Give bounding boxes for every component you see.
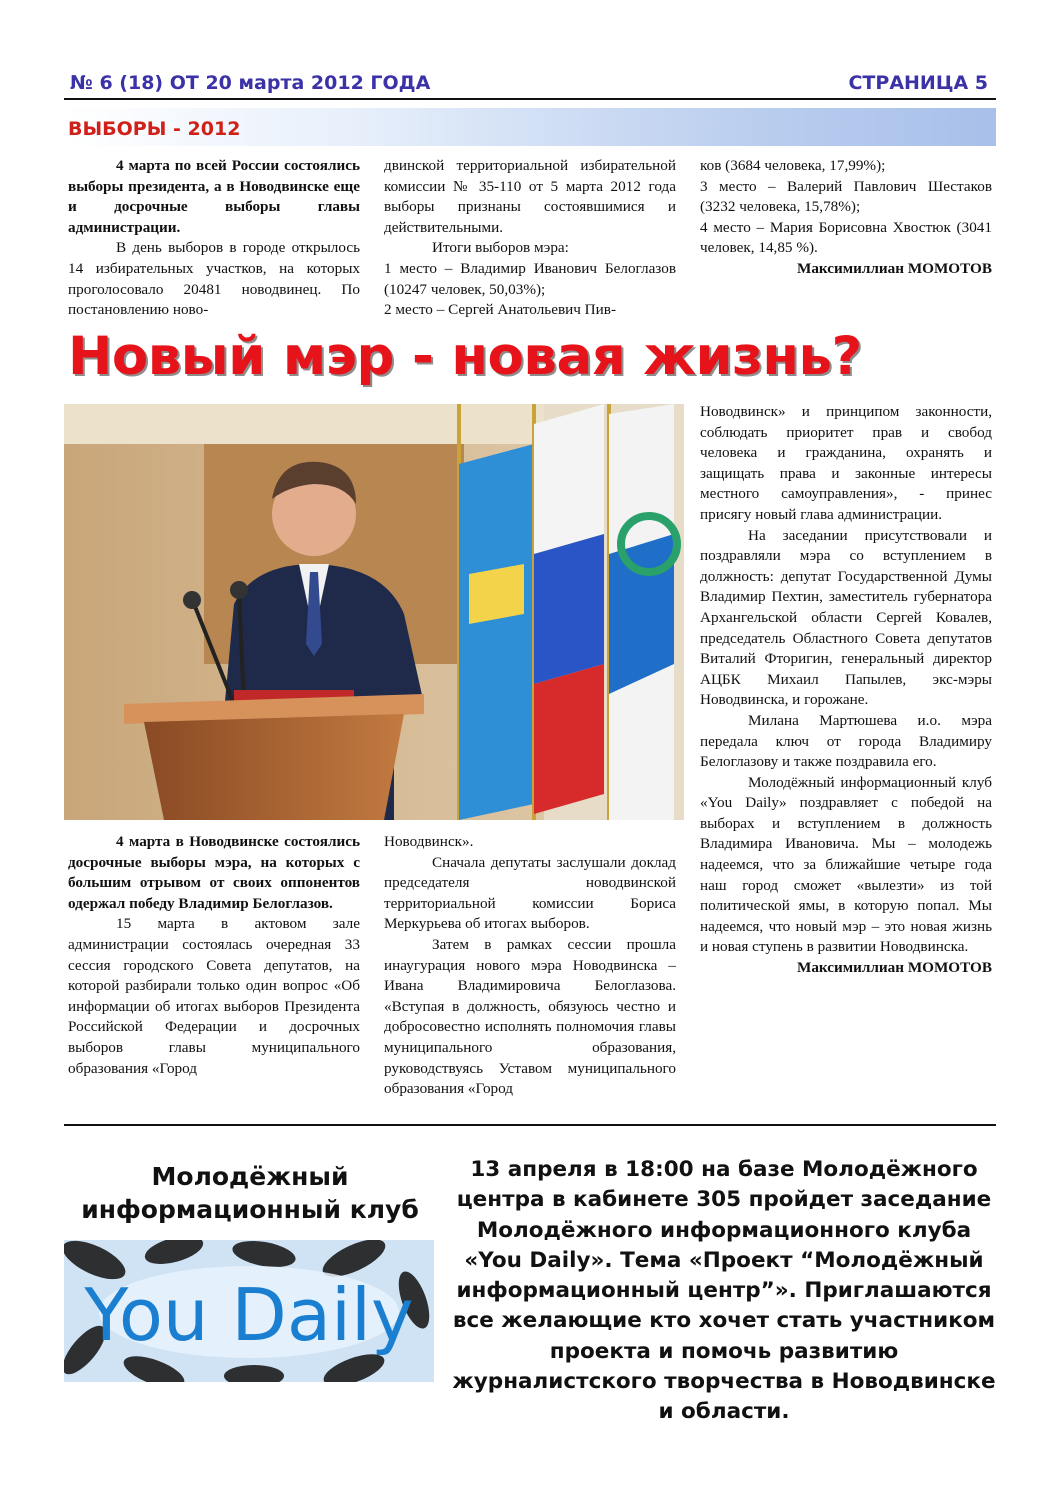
- main-article-paragraph: Милана Мартюшева и.о. мэра передала ключ от города Владимиру Белоглазову и также поздравила его.: [700, 711, 992, 771]
- result-place-4: 4 место – Мария Борисовна Хвостюк (3041 человек, 14,85 %).: [700, 218, 992, 257]
- inauguration-photo: [64, 404, 684, 820]
- you-daily-logo-art: [64, 1240, 434, 1382]
- main-article-paragraph: Сначала депутаты заслушали доклад председателя новодвинской территориальной комиссии Бориса Меркурьева об итогах выборов.: [384, 853, 676, 933]
- main-article-paragraph: 15 марта в актовом зале администрации состоялась очередная 33 сессия городского Совета депутатов, на которой разбирали только один вопрос «Об информации об итогах выборов Президента Российской Федерации и досрочных выборов главы муниципального образования «Город: [68, 915, 360, 1077]
- main-article-paragraph: Молодёжный информационный клуб «You Daily» поздравляет с победой на выборах и вступлением в должность Владимира Ивановича. Мы – молодежь надеемся, что за ближайшие четыре года наш город сможет «вылезти» из той политической ямы, в которую попал. Мы надеемся, что новый мэр – это новая жизнь и новая ступень в развитии Новодвинска.: [700, 773, 992, 956]
- main-article-paragraph: Новодвинск» и принципом законности, соблюдать приоритет прав и свобод человека и гражданина, охранять и защищать права и законные интересы местного самоуправления», - принес присягу новый глава администрации.: [700, 403, 992, 523]
- top-article-paragraph: двинской территориальной избирательной комиссии № 35-110 от 5 марта 2012 года выборы признаны состоявшимися и действительными.: [384, 157, 676, 236]
- main-article-column-2: [384, 832, 676, 1100]
- main-article-paragraph: На заседании присутствовали и поздравляли мэра со вступлением в должность: депутат Государственной Думы Владимир Пехтин, заместитель губернатора Архангельской области Сергей Ковалев, председатель Областного Совета депутатов Виталий Фторигин, генеральный директор АЦБК Михаил Папылев, экс-мэры Новодвинска, и горожане.: [700, 526, 992, 709]
- page-number: СТРАНИЦА 5: [848, 72, 988, 94]
- top-article-column-2: [384, 156, 676, 321]
- header-rule: [64, 98, 996, 100]
- result-place-1: 1 место – Владимир Иванович Белоглазов (10247 человек, 50,03%);: [384, 259, 676, 298]
- results-heading: Итоги выборов мэра:: [432, 239, 569, 257]
- club-announcement: 13 апреля в 18:00 на базе Молодёжного центра в кабинете 305 пройдет заседание Молодёжного информационного клуба «You Daily». Тема «Проект “Молодёжный информационный центр”». Приглашаются все желающие кто хочет стать участником проекта и помочь развитию журналистского творчества в Новодвинске и области.: [452, 1157, 996, 1425]
- top-article-column-1: [68, 156, 360, 321]
- you-daily-logo: [64, 1240, 434, 1382]
- club-title: Молодёжный информационный клуб: [81, 1162, 419, 1224]
- issue-info: № 6 (18) ОТ 20 марта 2012 ГОДА: [70, 72, 431, 94]
- main-article-lead: 4 марта в Новодвинске состоялись досрочные выборы мэра, на которых с большим отрывом от своих оппонентов одержал победу Владимир Белоглазов.: [68, 833, 360, 912]
- top-article-column-3: [700, 156, 992, 280]
- main-article-column-3: [700, 402, 992, 979]
- result-place-2: 2 место – Сергей Анатольевич Пив-: [384, 301, 617, 319]
- inauguration-photo-illustration: [64, 404, 684, 820]
- top-article-paragraph: В день выборов в городе открылось 14 избирательных участков, на которых проголосовало 20481 новодвинец. По постановлению ново-: [68, 239, 360, 319]
- logo-text: You Daily: [84, 1273, 414, 1357]
- author-signature: Максимиллиан МОМОТОВ: [797, 959, 992, 977]
- section-title: ВЫБОРЫ - 2012: [68, 118, 241, 140]
- main-article-paragraph: Затем в рамках сессии прошла инаугурация нового мэра Новодвинска – Ивана Владимировича Белоглазова. «Вступая в должность, обязуюсь честно и добросовестно исполнять полномочия главы муниципального образования, руководствуясь Уставом муниципального образования «Город: [384, 935, 676, 1098]
- result-place-3: 3 место – Валерий Павлович Шестаков (3232 человека, 15,78%);: [700, 177, 992, 216]
- top-article-lead: 4 марта по всей России состоялись выборы президента, а в Новодвинске еще и досрочные выборы главы администрации.: [68, 157, 360, 236]
- main-headline: Новый мэр - новая жизнь?: [68, 326, 862, 387]
- author-signature: Максимиллиан МОМОТОВ: [797, 259, 992, 277]
- result-place-2-cont: ков (3684 человека, 17,99%);: [700, 157, 886, 174]
- main-article-paragraph: Новодвинск».: [384, 833, 474, 850]
- main-article-column-1: [68, 832, 360, 1079]
- bottom-separator: [64, 1124, 996, 1126]
